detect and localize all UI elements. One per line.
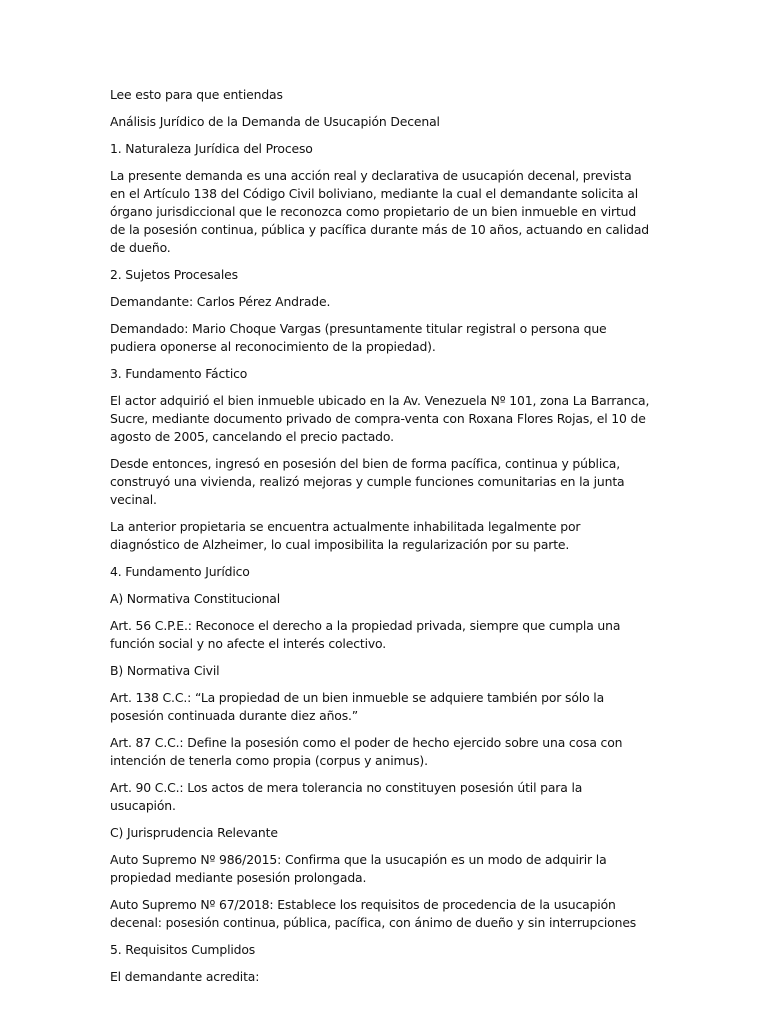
section-heading-4: 4. Fundamento Jurídico — [110, 564, 250, 579]
paragraph-facts-3: La anterior propietaria se encuentra actualmente inhabilitada legalmente por diagnóstico de Alzheimer, lo cual imposibilita la regularización por su parte. — [110, 519, 581, 552]
paragraph-art-56: Art. 56 C.P.E.: Reconoce el derecho a la propiedad privada, siempre que cumpla una función social y no afecte el interés colectivo. — [110, 618, 621, 651]
section-heading-3: 3. Fundamento Fáctico — [110, 366, 248, 381]
paragraph-auto-986: Auto Supremo Nº 986/2015: Confirma que la usucapión es un modo de adquirir la propiedad mediante posesión prolongada. — [110, 852, 607, 885]
subheading-civil: B) Normativa Civil — [110, 663, 220, 678]
paragraph-nature: La presente demanda es una acción real y declarativa de usucapión decenal, prevista en el Artículo 138 del Código Civil boliviano, mediante la cual el demandante solicita al órgano jurisdiccional que le reconozca como propietario de un bien inmueble en virtud de la posesión continua, pública y pacífica durante más de 10 años, actuando en calidad de dueño. — [110, 168, 650, 255]
paragraph-art-87: Art. 87 C.C.: Define la posesión como el poder de hecho ejercido sobre una cosa con intención de tenerla como propia (corpus y animus). — [110, 735, 623, 768]
paragraph-auto-67: Auto Supremo Nº 67/2018: Establece los requisitos de procedencia de la usucapión decenal: posesión continua, pública, pacífica, con ánimo de dueño y sin interrupciones — [110, 897, 637, 930]
paragraph-plaintiff: Demandante: Carlos Pérez Andrade. — [110, 294, 331, 309]
subheading-constitutional: A) Normativa Constitucional — [110, 591, 281, 606]
section-heading-2: 2. Sujetos Procesales — [110, 267, 238, 282]
paragraph-art-90: Art. 90 C.C.: Los actos de mera tolerancia no constituyen posesión útil para la usucapión. — [110, 780, 583, 813]
subheading-jurisprudence: C) Jurisprudencia Relevante — [110, 825, 278, 840]
document-body — [110, 86, 650, 995]
paragraph-facts-2: Desde entonces, ingresó en posesión del bien de forma pacífica, continua y pública, construyó una vivienda, realizó mejoras y cumple funciones comunitarias en la junta vecinal. — [110, 456, 625, 507]
section-heading-1: 1. Naturaleza Jurídica del Proceso — [110, 141, 313, 156]
paragraph-art-138: Art. 138 C.C.: “La propiedad de un bien inmueble se adquiere también por sólo la posesión continuada durante diez años.” — [110, 690, 605, 723]
paragraph-defendant: Demandado: Mario Choque Vargas (presuntamente titular registral o persona que pudiera oponerse al reconocimiento de la propiedad). — [110, 321, 607, 354]
section-heading-5: 5. Requisitos Cumplidos — [110, 942, 256, 957]
paragraph-plaintiff-proves: El demandante acredita: — [110, 969, 260, 984]
document-title: Análisis Jurídico de la Demanda de Usucapión Decenal — [110, 114, 440, 129]
paragraph-facts-1: El actor adquirió el bien inmueble ubicado en la Av. Venezuela Nº 101, zona La Barranca, Sucre, mediante documento privado de compra-venta con Roxana Flores Rojas, el 10 de agosto de 2005, cancelando el precio pactado. — [110, 393, 650, 444]
intro-line: Lee esto para que entiendas — [110, 87, 283, 102]
